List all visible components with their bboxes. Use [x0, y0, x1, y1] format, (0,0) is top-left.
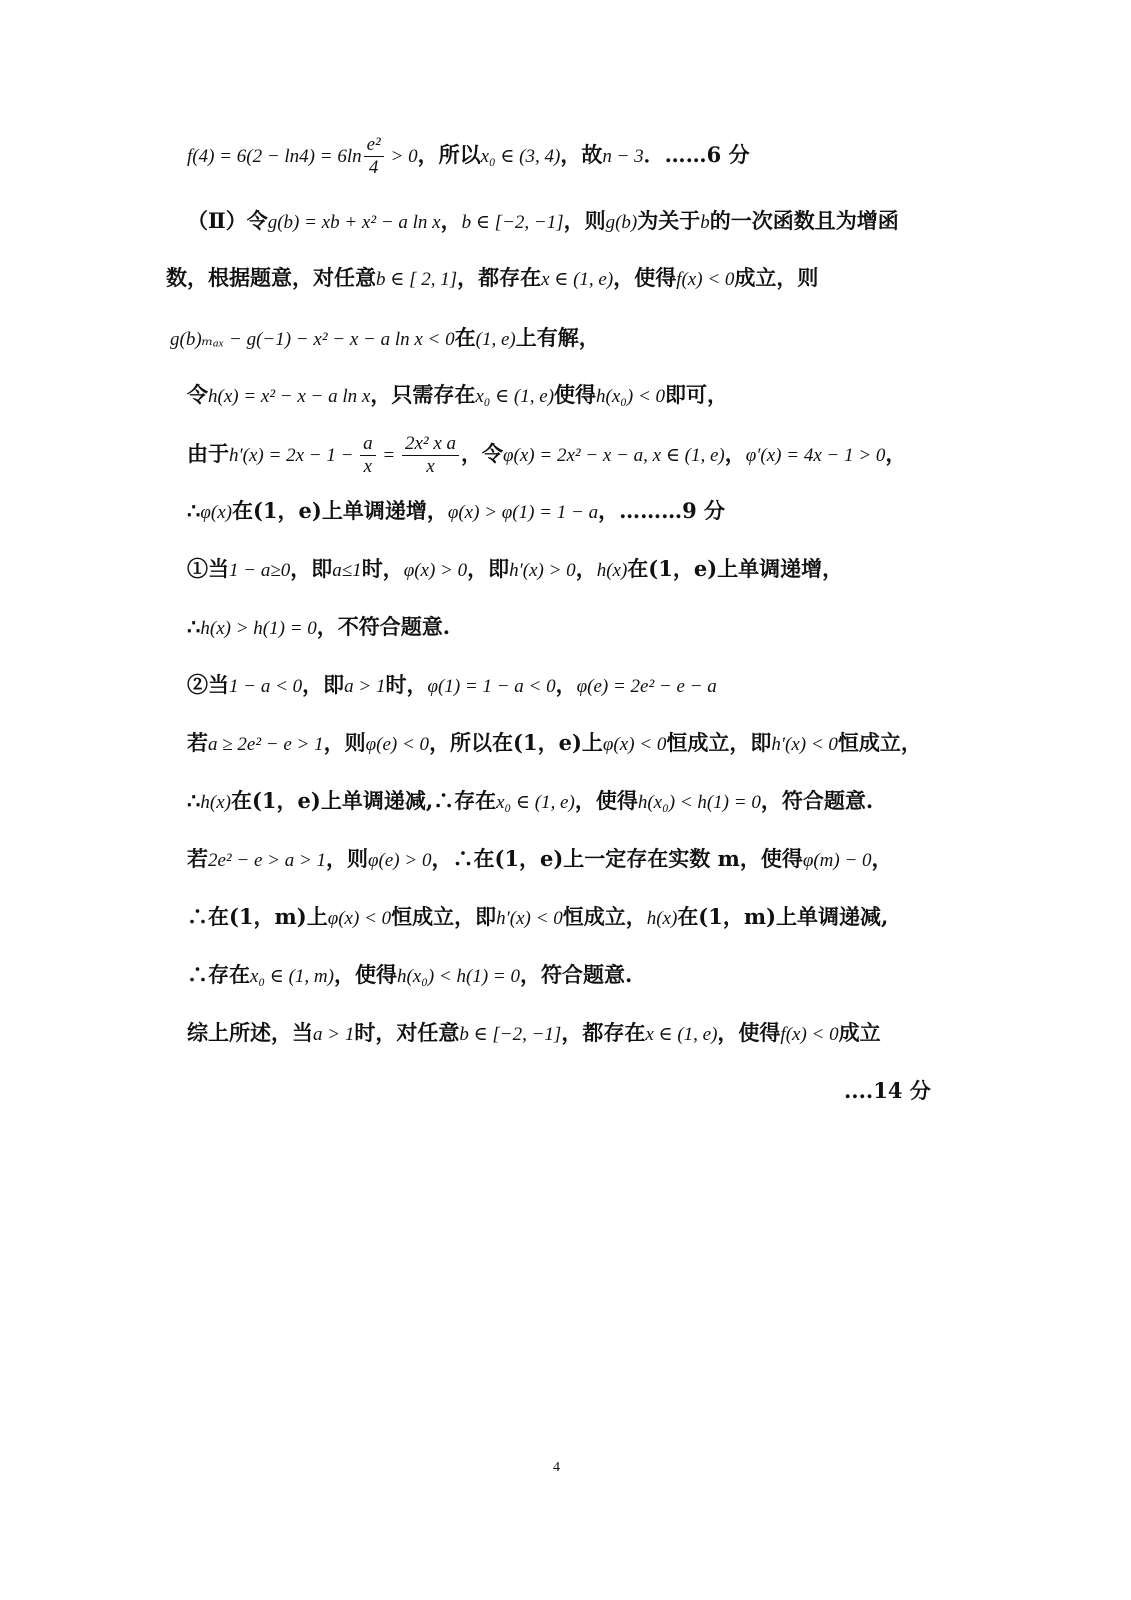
math-hx-gt: h(x) > h(1) = 0	[200, 618, 317, 639]
text: 成立，则	[734, 265, 819, 290]
text: 在(1，e)上单调递增，	[231, 498, 448, 523]
math-x-range: x ∈ (1, e)	[541, 269, 614, 290]
line-5	[187, 380, 728, 412]
math-gb: g(b) = xb + x² − a ln x	[267, 212, 441, 233]
math-f4: f(4) = 6(2 − ln4) = 6ln	[187, 146, 362, 167]
text: ，即	[467, 556, 510, 581]
text: ，符合题意.	[760, 788, 874, 813]
text: ①当	[187, 556, 229, 581]
math-phie-neg: φ(e) < 0	[365, 734, 430, 755]
text: ，	[885, 441, 907, 466]
math-hprime-pos: h′(x) > 0	[509, 560, 576, 581]
math-1-a-neg: 1 − a < 0	[229, 676, 303, 697]
line-15	[187, 960, 632, 992]
page-number: 4	[553, 1460, 560, 1475]
math-hx: h(x) = x² − x − a ln x	[208, 386, 371, 407]
math-hx0-lt: h(x₀) < h(1) = 0	[396, 966, 520, 987]
score-6: ．……6 分	[643, 142, 750, 167]
line-12	[187, 786, 873, 818]
text: 恒成立，	[837, 730, 922, 755]
text: ，	[575, 556, 597, 581]
line-8	[187, 554, 843, 586]
text: （Ⅱ）令	[187, 208, 268, 233]
line-10	[187, 670, 717, 702]
math-a-gt1: a > 1	[313, 1024, 355, 1045]
frac-den: x	[426, 456, 435, 477]
math-phi1: φ(1) = 1 − a < 0	[427, 676, 556, 697]
text: 为关于	[637, 208, 701, 233]
line-4	[170, 323, 600, 355]
math-hx: h(x)	[200, 792, 231, 813]
text: ，所以在(1，e)上	[429, 730, 603, 755]
text: 恒成立，即	[666, 730, 772, 755]
text: 使得	[554, 382, 597, 407]
frac-num: e²	[364, 134, 384, 157]
math-x0: x₀ ∈ (1, e)	[496, 792, 575, 813]
text: ，故	[560, 142, 603, 167]
math-b: b	[700, 212, 710, 233]
line-1	[187, 134, 750, 179]
math-phi-pos: φ(x) > 0	[403, 560, 468, 581]
text: 数，根据题意，对任意	[166, 265, 376, 290]
text: 时，对任意	[354, 1020, 460, 1045]
math-phi-prime: φ′(x) = 4x − 1 > 0	[745, 445, 886, 466]
math-2e2: 2e² − e > a > 1	[208, 850, 327, 871]
math-phix-neg: φ(x) < 0	[602, 734, 667, 755]
math-hx: h(x)	[646, 908, 678, 929]
fraction-a-over-x	[360, 433, 376, 478]
text: ，都存在	[457, 265, 542, 290]
line-13	[187, 844, 893, 876]
text: 由于	[187, 441, 229, 466]
text: ∴存在	[187, 962, 250, 987]
text: 时，	[361, 556, 404, 581]
text: ，使得	[574, 788, 638, 813]
fraction-e2-over-4	[364, 134, 384, 179]
text: 综上所述，当	[187, 1020, 313, 1045]
frac-den: x	[363, 456, 373, 477]
text: ，则	[323, 730, 366, 755]
math-phix: φ(x)	[200, 502, 232, 523]
text: 若	[187, 846, 208, 871]
text: 恒成立，	[562, 904, 647, 929]
math-a-le1: a≤1	[332, 560, 362, 581]
math-b-range: b ∈ [ 2, 1]	[376, 269, 458, 290]
math-hprime: h′(x) = 2x − 1 −	[229, 445, 359, 466]
math-eq: =	[377, 445, 400, 466]
text: 成立	[838, 1020, 881, 1045]
text: ，	[440, 208, 462, 233]
line-7	[187, 496, 725, 528]
math-a-gt1: a > 1	[344, 676, 386, 697]
text: 在(1，e)上单调递增，	[627, 556, 844, 581]
text: 时，	[385, 672, 428, 697]
line-6	[187, 430, 906, 480]
frac-num: a	[360, 433, 376, 456]
math-x0: x₀ ∈ (1, e)	[475, 386, 555, 407]
math-phie-pos: φ(e) > 0	[368, 850, 432, 871]
text: ，不符合题意.	[316, 614, 451, 639]
text: 在(1，m)上单调递减,	[677, 904, 889, 929]
text: ，符合题意.	[519, 962, 633, 987]
math-gt0: > 0	[385, 146, 418, 167]
math-hx0: h(x₀) < 0	[596, 386, 666, 407]
math-b-range: b ∈ [−2, −1]	[461, 212, 564, 233]
line-14	[187, 902, 888, 934]
math-hx0-lt: h(x₀) < h(1) = 0	[637, 792, 761, 813]
line-16	[187, 1018, 881, 1050]
text: ∴	[187, 498, 201, 523]
text: ∴在(1，m)上	[187, 904, 328, 929]
score-9: ，………9 分	[598, 498, 726, 523]
text: ②当	[187, 672, 229, 697]
text: 令	[187, 382, 208, 407]
line-3	[166, 263, 818, 295]
math-fx: f(x) < 0	[676, 269, 735, 290]
text: ，只需存在	[370, 382, 476, 407]
text: ，即	[290, 556, 333, 581]
math-b-range: b ∈ [−2, −1]	[459, 1024, 562, 1045]
text: ，使得	[613, 265, 677, 290]
math-phix-neg: φ(x) < 0	[327, 908, 392, 929]
text: ∴	[187, 788, 201, 813]
text: ，所以	[417, 142, 481, 167]
text: 即可，	[665, 382, 729, 407]
fraction-2x2-over-x	[402, 433, 459, 478]
text: ，令	[461, 441, 504, 466]
math-fx: f(x) < 0	[780, 1024, 839, 1045]
math-hprime-neg: h′(x) < 0	[771, 734, 838, 755]
text: ∴	[187, 614, 201, 639]
math-hx: h(x)	[596, 560, 628, 581]
text: 在(1，e)上单调递减,∴存在	[230, 788, 497, 813]
text: ，使得	[333, 962, 397, 987]
math-x0-1m: x₀ ∈ (1, m)	[250, 966, 334, 987]
text: 在	[454, 325, 476, 350]
text: ，使得	[717, 1020, 781, 1045]
math-x0-interval: x₀ ∈ (3, 4)	[480, 146, 561, 167]
line-9	[187, 612, 450, 644]
math-1-a: 1 − a≥0	[229, 560, 291, 581]
math-phim: φ(m) − 0	[802, 850, 872, 871]
math-phi-gt: φ(x) > φ(1) = 1 − a	[447, 502, 599, 523]
text: ，	[555, 672, 577, 697]
text: ，则	[563, 208, 606, 233]
line-11	[187, 728, 922, 760]
math-a-ge: a ≥ 2e² − e > 1	[208, 734, 324, 755]
text: 上有解，	[515, 325, 600, 350]
text: ，都存在	[561, 1020, 646, 1045]
math-n: n − 3	[602, 146, 644, 167]
math-phi: φ(x) = 2x² − x − a, x ∈ (1, e)	[503, 445, 725, 466]
line-2	[187, 206, 899, 238]
text: ，∴在(1，e)上一定存在实数 m，使得	[431, 846, 803, 871]
frac-num: 2x² x a	[402, 433, 459, 456]
math-hprime-neg: h′(x) < 0	[496, 908, 563, 929]
math-gmax: g(b)ₘₐₓ − g(−1) − x² − x − a ln x < 0	[170, 329, 455, 350]
text: ，	[724, 441, 746, 466]
math-phie: φ(e) = 2e² − e − a	[576, 676, 717, 697]
text: 的一次函数且为增函	[709, 208, 899, 233]
score-14: ....14 分	[844, 1078, 931, 1103]
text: ，则	[326, 846, 369, 871]
math-x-range: x ∈ (1, e)	[645, 1024, 718, 1045]
frac-den: 4	[368, 157, 379, 178]
text: ，即	[302, 672, 345, 697]
line-17	[844, 1076, 931, 1106]
text: 若	[187, 730, 208, 755]
math-gb2: g(b)	[605, 212, 638, 233]
text: 恒成立，即	[391, 904, 497, 929]
text: ，	[871, 846, 893, 871]
math-interval: (1, e)	[475, 329, 516, 350]
